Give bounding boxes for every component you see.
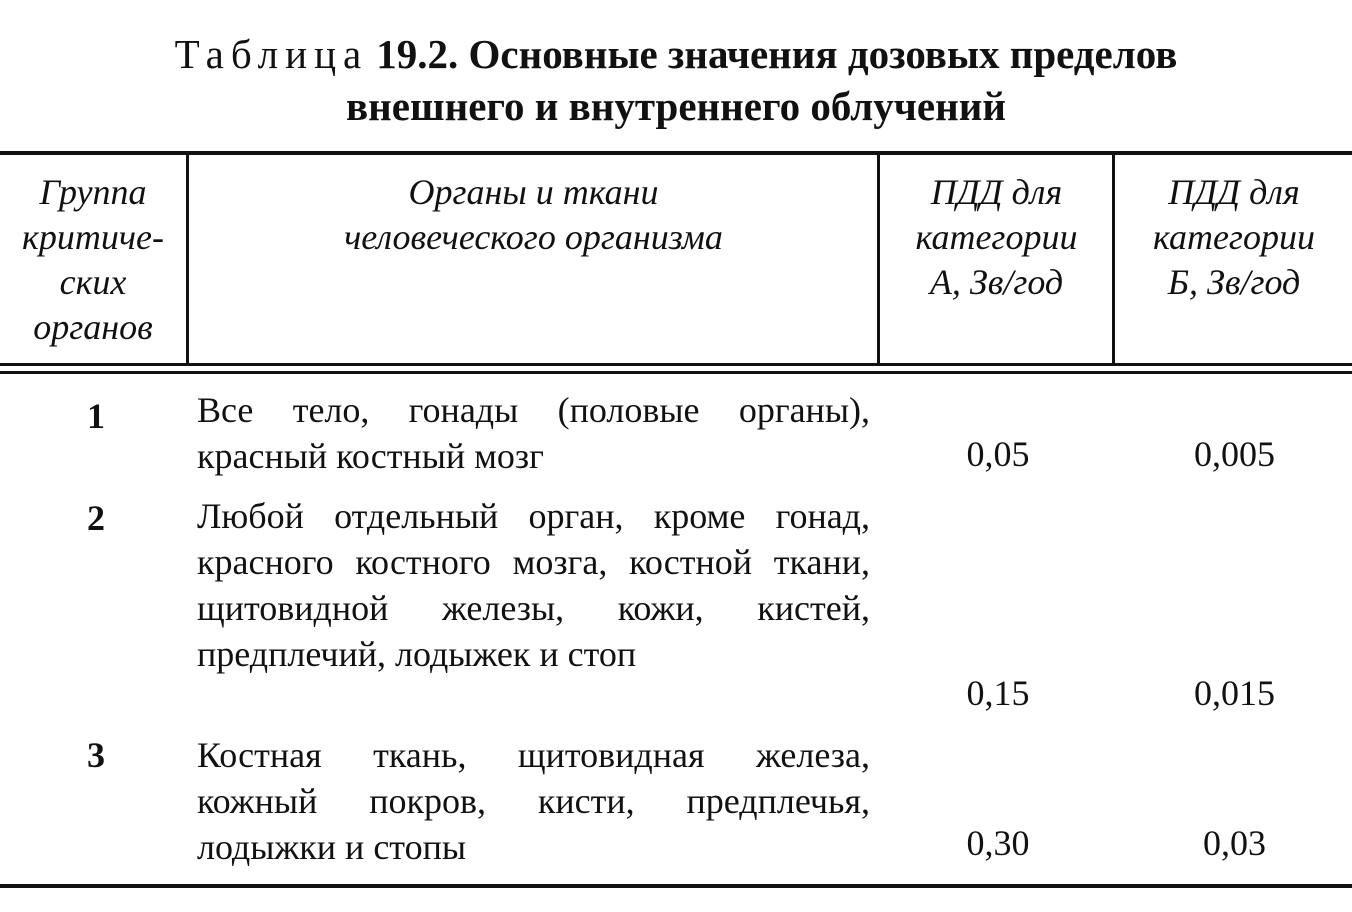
row-pdd-a: 0,30 — [966, 823, 1030, 863]
header-divider-3 — [1112, 153, 1115, 363]
caption-line-1: Основные значения дозовых пределов — [468, 31, 1178, 77]
row-pdd-b: 0,03 — [1203, 823, 1266, 863]
bottom-rule — [0, 884, 1352, 888]
row-organs: Любой отдельный орган, кроме гонад, красного костного мозга, костной ткани, щитовидной железы, кожи, кистей, предплечий, лодыжек и стоп — [197, 496, 870, 674]
row-pdd-a: 0,15 — [966, 673, 1030, 713]
caption-line-2: внешнего и внутреннего облучений — [346, 83, 1006, 129]
caption-label: Таблица — [174, 31, 369, 77]
header-organs: Органы и ткани человеческого организма — [344, 172, 723, 257]
table-caption — [0, 28, 1352, 132]
row-pdd-a: 0,05 — [966, 434, 1030, 474]
row-group: 3 — [87, 735, 105, 775]
row-group: 2 — [87, 498, 105, 538]
top-rule — [0, 151, 1352, 155]
header-group: Группа критиче- ских органов — [22, 172, 164, 347]
row-group: 1 — [87, 396, 105, 436]
row-organs: Все тело, гонады (половые органы), красный костный мозг — [197, 390, 870, 476]
header-pdd-a: ПДД для категории А, Зв/год — [915, 172, 1078, 302]
header-divider-1 — [186, 153, 189, 363]
header-divider-2 — [877, 153, 880, 363]
caption-number: 19.2. — [376, 31, 459, 77]
row-pdd-b: 0,005 — [1194, 434, 1275, 474]
header-rule-2 — [0, 371, 1352, 374]
header-rule-1 — [0, 363, 1352, 366]
row-organs: Костная ткань, щитовидная железа, кожный покров, кисти, предплечья, лодыжки и стопы — [197, 735, 870, 867]
row-pdd-b: 0,015 — [1194, 673, 1275, 713]
header-pdd-b: ПДД для категории Б, Зв/год — [1153, 172, 1315, 302]
